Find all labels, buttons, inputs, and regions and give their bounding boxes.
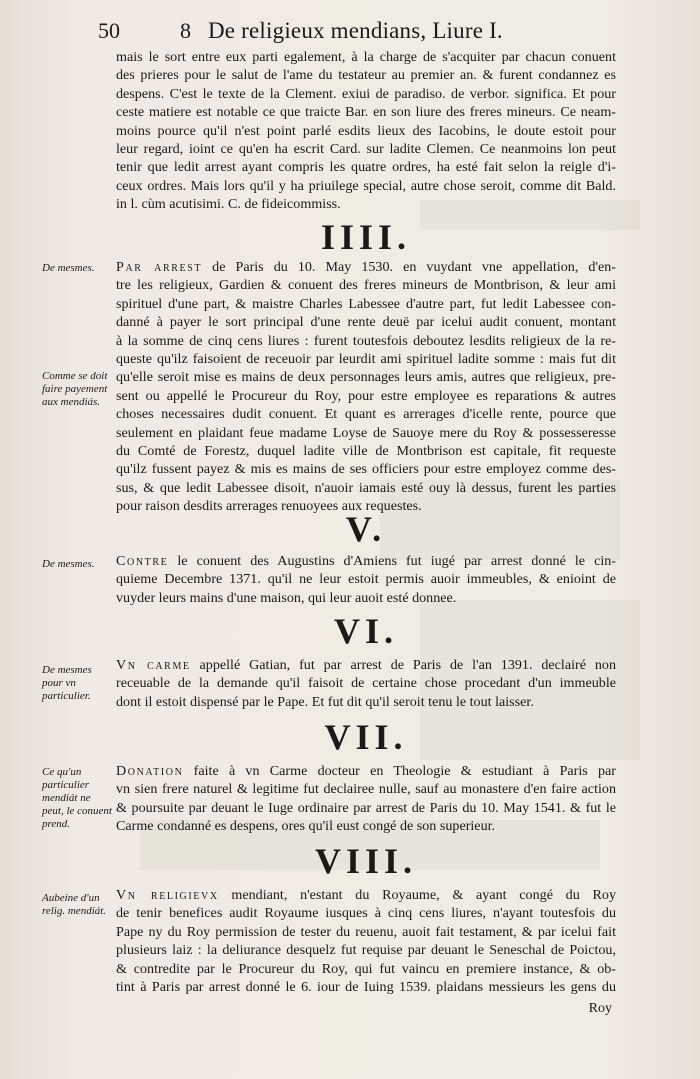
lead-words: Vn religievx: [116, 887, 219, 903]
section-heading-8: VIII.: [314, 841, 418, 881]
text-line: mais le sort entre eux parti egalement, à la charge de s'acquiter par chacun conuent: [116, 49, 616, 65]
text-line: faite à vn Carme docteur en Theologie & estudiant à Paris par: [183, 763, 616, 779]
text-line: spirituel d'une part, & maistre Charles Labessee d'autre part, fut ledit Labessee con-: [116, 295, 616, 312]
margin-note: Comme se doit faire payement aux mendiás.: [42, 370, 108, 408]
text-line: tint à Paris par arrest donné le 6. iour de Iuing 1539. plaidans messieurs les gens du: [116, 978, 616, 995]
margin-note: De mesmes.: [42, 558, 95, 570]
text-line: dont il estoit dispensé par le Pape. Et fut dit qu'il seroit tenu le tout laisser.: [116, 693, 534, 710]
text-line: despens. C'est le texte de la Clement. exiui de paradiso. de verbor. significa. Et pour: [116, 85, 616, 102]
margin-note: De mesmes.: [42, 262, 95, 274]
section-heading-4: IIII.: [320, 217, 412, 257]
text-line: des prieres pour le salut de l'ame du testateur au premier an. & furent condannez es: [116, 67, 616, 84]
margin-note: Ce qu'un particulier mendiát ne peut, le conuent prend.: [42, 766, 112, 830]
section-heading-5: V.: [345, 509, 387, 549]
section-heading-6: VI.: [333, 611, 398, 651]
text-line: mendiant, n'estant du Royaume, & ayant congé du Roy: [218, 887, 616, 903]
text-line: Pape ny du Roy permission de tester du reuenu, auoit fait testament, & par icelui fait: [116, 923, 616, 940]
text-line: leur regard, ioint ce qu'en ha escrit Card. sur ladite Clemen. Ce neanmoins lon peut: [116, 140, 616, 157]
text-line: sent ou appellé le Procureur du Roy, pour estre employee es reparations & autres: [116, 387, 616, 404]
text-line: le conuent des Augustins d'Amiens fut iugé par arrest donné le cin-: [168, 553, 616, 569]
text-line: danné à payer le sort principal d'une rente deuë par icelui audit conuent, montant: [116, 314, 616, 331]
text-line: de Paris du 10. May 1530. en vuydant vne appellation, d'en-: [202, 259, 616, 275]
text-line: qu'elle seroit mise es mains de deux personnages leurs amis, autres que religieux, pre-: [116, 369, 616, 386]
paragraph-section-6: [116, 656, 616, 711]
text-line: queste qu'ilz faisoient de receuoir par leurdit ami spirituel ladite somme : mais fut dit: [116, 350, 616, 367]
text-line: seulement en plaidant feue madame Loyse de Sauoye mere du Roy & possesseresse: [116, 424, 616, 441]
text-line: choses necessaires dudit conuent. Et quant es arrerages d'icelle rente, pource que: [116, 406, 616, 423]
margin-note: Aubeine d'un relig. mendiát.: [42, 892, 107, 917]
text-line: ceste matiere est notable ce que traicte Bar. en son liure des freres mineurs. Ce neam-: [116, 104, 616, 121]
text-line: quieme Decembre 1371. qu'il ne leur estoit permis auoir immeubles, & enioint de: [116, 571, 616, 588]
running-title: De religieux mendians, Liure I.: [208, 18, 503, 43]
lead-words: Contre: [116, 553, 169, 569]
signature-mark: 8: [180, 18, 191, 43]
paragraph-continuation: [116, 48, 616, 214]
text-line: du Comté de Forestz, duquel ladite ville de Montbrison est capitale, fit requeste: [116, 442, 616, 459]
page-header: [98, 18, 578, 44]
text-line: & contredite par le Procureur du Roy, qui fut vaincu en premiere instance, & ob-: [116, 960, 616, 977]
text-line: vuyder leurs mains d'une maison, qui leur auoit esté donnee.: [116, 589, 457, 606]
text-line: tre les religieux, Gardien & conuent des freres mineurs de Montbrison, & leur ami: [116, 277, 616, 294]
paragraph-section-4: [116, 258, 616, 515]
paragraph-section-8: [116, 886, 616, 996]
text-line: vn sien frere naturel & legitime fut declairee nulle, sauf au monastere d'en faire action: [116, 781, 616, 798]
text-line: Carme condanné es despens, ores qu'il eust congé de son superieur.: [116, 818, 496, 835]
paragraph-section-5: [116, 552, 616, 607]
text-line: tenir que ledit arrest ayant compris les quatre ordres, ha esté fait selon la reigle d'i-: [116, 159, 616, 176]
text-line: receuable de la demande qu'il faisoit de certaine chose procedant d'un immeuble: [116, 675, 616, 692]
text-line: appellé Gatian, fut par arrest de Paris de l'an 1391. declairé non: [190, 657, 616, 673]
lead-words: Donation: [116, 763, 184, 779]
text-line: in l. cùm acutisimi. C. de fideicommiss.: [116, 196, 341, 213]
text-line: sus, & que ledit Labessee disoit, n'auoir iamais esté ouy là dessus, furent les parties: [116, 479, 616, 496]
text-line: plusieurs laiz : la deliurance desquelz fut requise par deuant le Seneschal de Poictou,: [116, 942, 616, 959]
text-line: pour raison desdits arrerages renuoyees aux requestes.: [116, 498, 422, 515]
text-line: ceux ordres. Mais lors qu'il y ha priuilege special, autre chose seroit, comme dit Bald.: [116, 177, 616, 194]
text-line: à la somme de cinq cens liures : furent toutesfois deboutez lesdits religieux de la re-: [116, 332, 616, 349]
lead-words: Par arrest: [116, 259, 203, 275]
folio-number: 50: [98, 18, 120, 43]
text-line: & poursuite par deuant le Iuge ordinaire par arrest de Paris du 10. May 1541. & fut le: [116, 799, 616, 816]
text-line: moins pource qu'il n'est point parlé esdits lieux des Iacobins, le doute estoit pour: [116, 122, 616, 139]
section-heading-7: VII.: [324, 717, 408, 757]
catchword: Roy: [588, 1001, 612, 1016]
text-line: de tenir benefices audit Royaume iusques à cinq cens liures, n'ayant toutesfois du: [116, 905, 616, 922]
lead-words: Vn carme: [116, 657, 191, 673]
margin-note: De mesmes pour vn particulier.: [42, 664, 92, 702]
paragraph-section-7: [116, 762, 616, 836]
text-line: qu'ilz fussent payez & mis es mains de ses officiers pour estre employez comme des-: [116, 461, 616, 478]
